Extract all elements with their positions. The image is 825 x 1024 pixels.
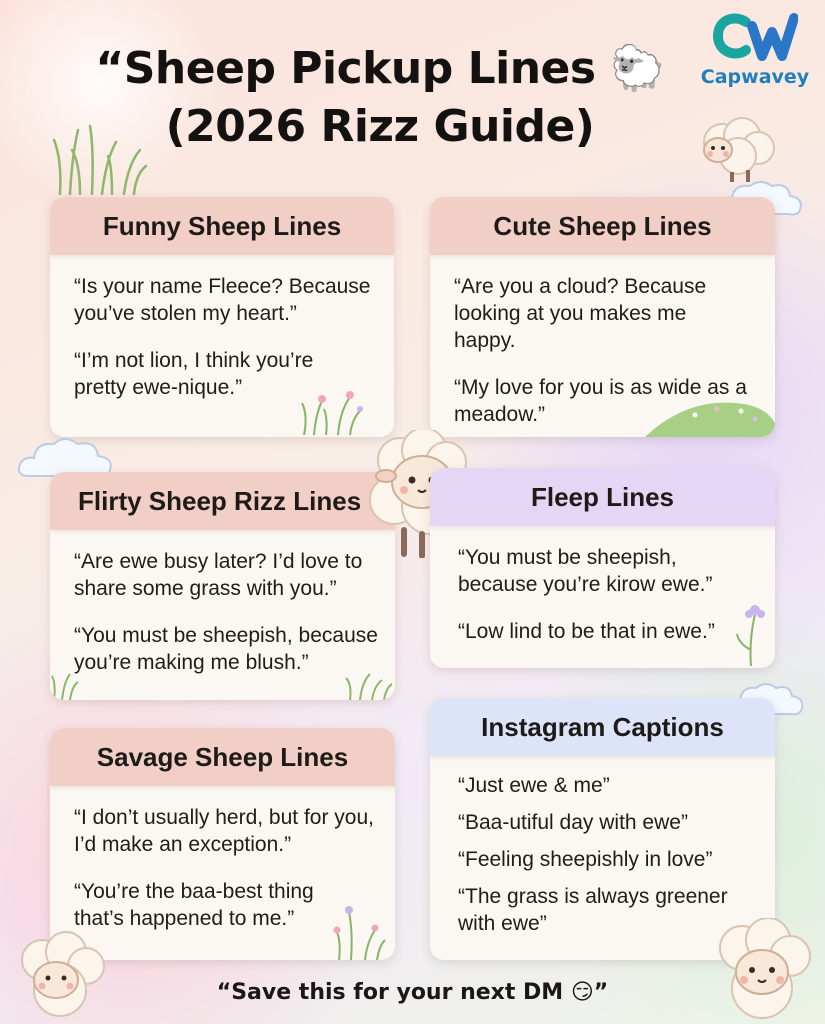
pickup-line: “Is your name Fleece? Because you’ve stolen my heart.” xyxy=(74,275,371,325)
grass-decoration-icon xyxy=(50,120,150,196)
title-line-2: (2026 Rizz Guide) xyxy=(165,101,595,152)
card-savage-sheep-lines xyxy=(50,728,395,960)
card-flirty-sheep-rizz-lines xyxy=(50,472,395,700)
meadow-hill-decoration-icon xyxy=(645,393,775,437)
sheep-icon xyxy=(692,112,782,184)
caption-line: “Baa-utiful day with ewe” xyxy=(458,811,688,834)
card-heading: Fleep Lines xyxy=(430,468,775,526)
caption-line: “The grass is always greener with ewe” xyxy=(458,885,728,935)
card-heading: Cute Sheep Lines xyxy=(430,197,775,255)
card-heading: Instagram Captions xyxy=(430,698,775,756)
pickup-line: “You must be sheepish, because you’re making me blush.” xyxy=(74,624,378,674)
card-heading: Flirty Sheep Rizz Lines xyxy=(50,472,395,530)
sheep-emoji-icon: 🐑 xyxy=(610,43,665,94)
capwavey-logo-icon xyxy=(712,12,798,64)
card-heading: Funny Sheep Lines xyxy=(50,197,394,255)
caption-line: “Just ewe & me” xyxy=(458,774,610,797)
caption-line: “Feeling sheepishly in love” xyxy=(458,848,713,871)
pickup-line: “I don’t usually herd, but for you, I’d make an exception.” xyxy=(74,806,374,856)
pickup-line: “I’m not lion, I think you’re pretty ewe-nique.” xyxy=(74,349,314,399)
sheep-icon xyxy=(712,918,812,1022)
grass-decoration-icon xyxy=(50,670,395,700)
pickup-line: “My love for you is as wide as a meadow.” xyxy=(454,376,747,426)
sheep-icon xyxy=(14,930,106,1020)
pickup-line: “You’re the baa-best thing that’s happened to me.” xyxy=(74,880,314,930)
card-cute-sheep-lines xyxy=(430,197,775,437)
capwavey-logo xyxy=(699,12,811,102)
brand-name: Capwavey xyxy=(700,66,810,88)
flower-decoration-icon xyxy=(733,600,769,666)
footer-call-to-action: “Save this for your next DM 😏” xyxy=(216,980,609,1005)
flowers-decoration-icon xyxy=(300,389,364,435)
pickup-line: “Are ewe busy later? I’d love to share some grass with you.” xyxy=(74,550,363,600)
card-funny-sheep-lines xyxy=(50,197,394,437)
pickup-line: “Low lind to be that in ewe.” xyxy=(458,620,715,643)
pickup-line: “Are you a cloud? Because looking at you makes me happy. xyxy=(454,275,707,352)
card-fleep-lines xyxy=(430,468,775,668)
title-line-1: “Sheep Pickup Lines 🐑 xyxy=(95,43,665,94)
flowers-decoration-icon xyxy=(329,902,389,960)
pickup-line: “You must be sheepish, because you’re kirow ewe.” xyxy=(458,546,713,596)
page-title xyxy=(70,40,690,156)
card-heading: Savage Sheep Lines xyxy=(50,728,395,786)
